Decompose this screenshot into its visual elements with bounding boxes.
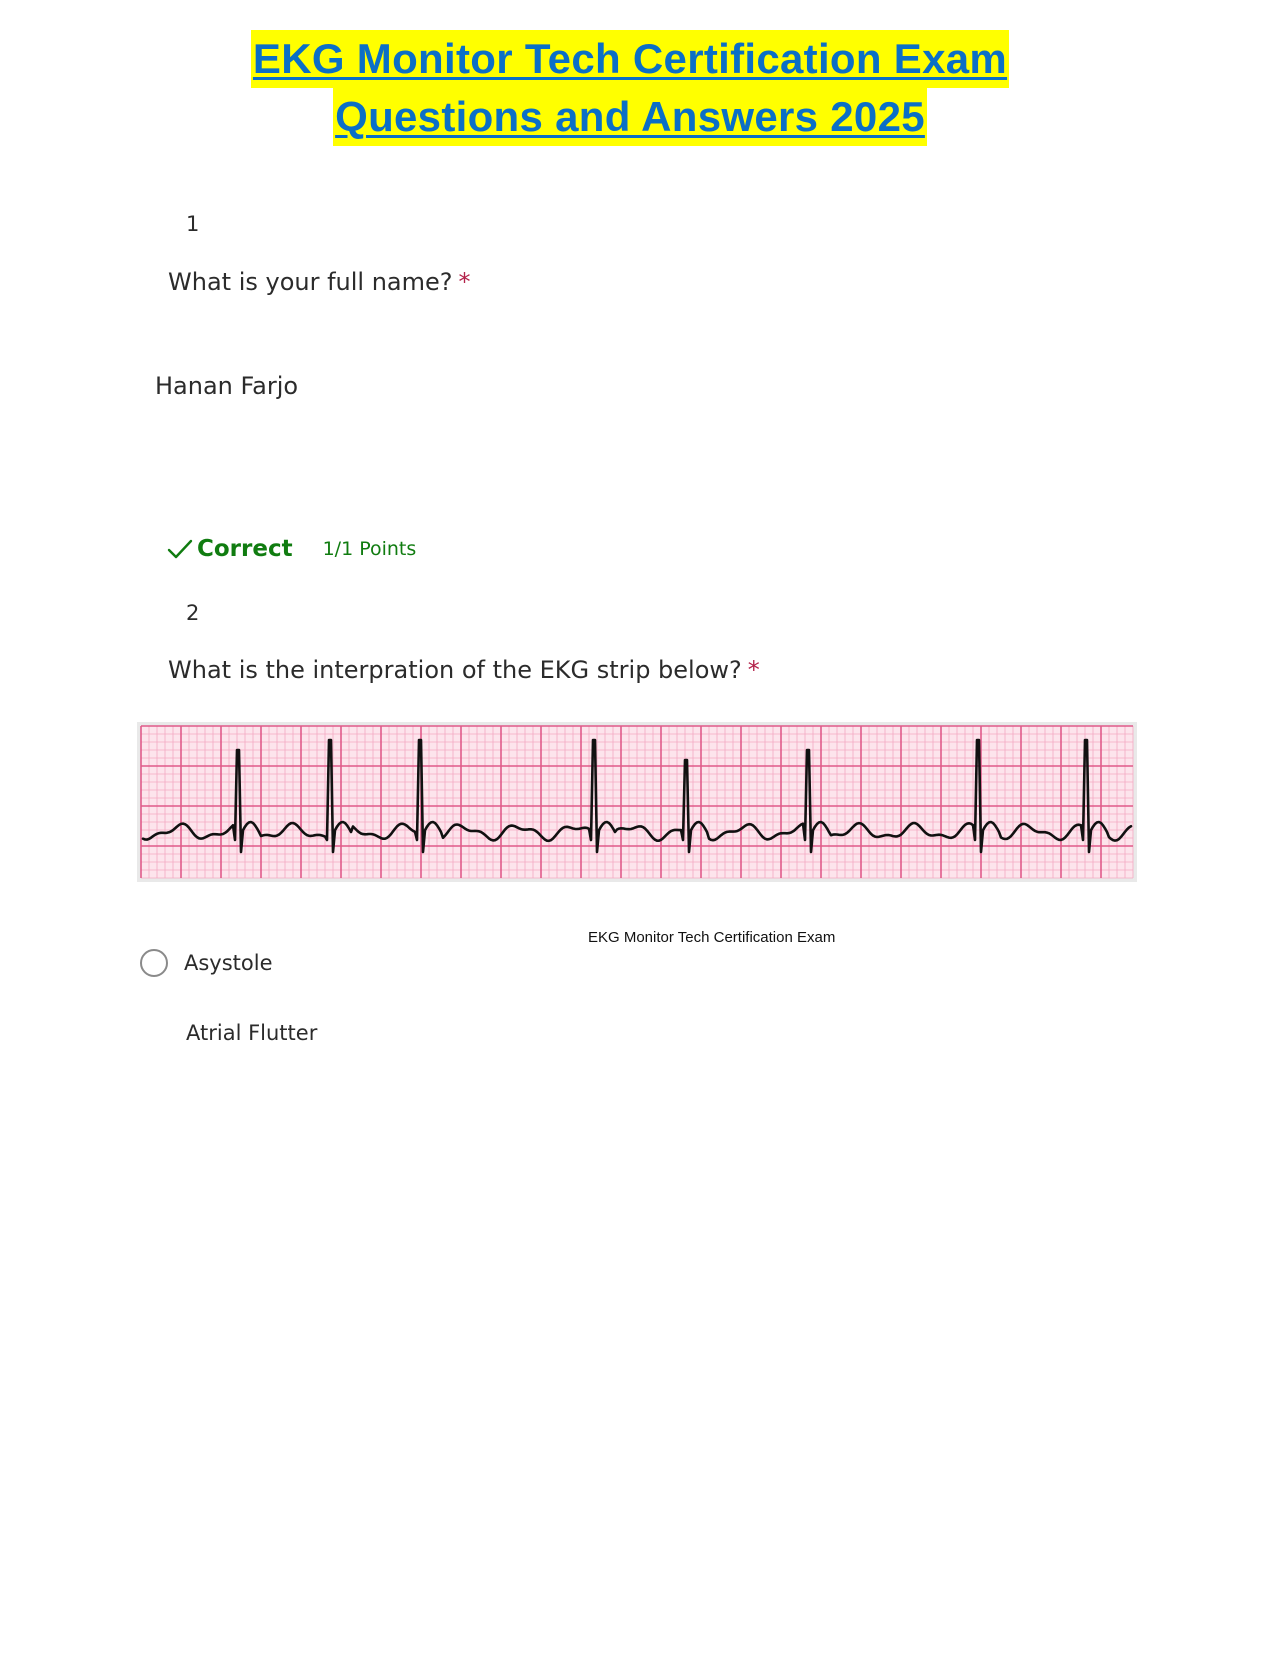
radio-icon[interactable] bbox=[140, 949, 168, 977]
question-2-number: 2 bbox=[186, 601, 200, 625]
question-1-answer: Hanan Farjo bbox=[155, 372, 299, 400]
question-2-label: What is the interpration of the EKG strip below? bbox=[168, 656, 742, 684]
option-asystole-label: Asystole bbox=[184, 951, 273, 975]
ekg-strip-image bbox=[137, 722, 1137, 882]
question-1-number: 1 bbox=[186, 212, 200, 236]
question-1-text bbox=[168, 268, 471, 296]
title-line-1: EKG Monitor Tech Certification Exam bbox=[251, 30, 1009, 88]
points-label: 1/1 Points bbox=[322, 538, 417, 560]
required-marker: * bbox=[458, 268, 471, 296]
document-title bbox=[0, 30, 1260, 146]
ekg-strip-graphic bbox=[137, 722, 1137, 882]
required-marker: * bbox=[747, 656, 760, 684]
checkmark-icon bbox=[167, 538, 193, 560]
question-1-label: What is your full name? bbox=[168, 268, 453, 296]
option-atrial-flutter[interactable] bbox=[186, 1021, 317, 1045]
question-1-result bbox=[167, 536, 416, 562]
option-asystole[interactable] bbox=[140, 949, 273, 977]
option-atrial-flutter-label: Atrial Flutter bbox=[186, 1021, 318, 1045]
footer-caption: EKG Monitor Tech Certification Exam bbox=[588, 929, 836, 946]
question-2-text bbox=[168, 656, 760, 684]
title-line-2: Questions and Answers 2025 bbox=[333, 88, 927, 146]
correct-label: Correct bbox=[197, 536, 293, 562]
